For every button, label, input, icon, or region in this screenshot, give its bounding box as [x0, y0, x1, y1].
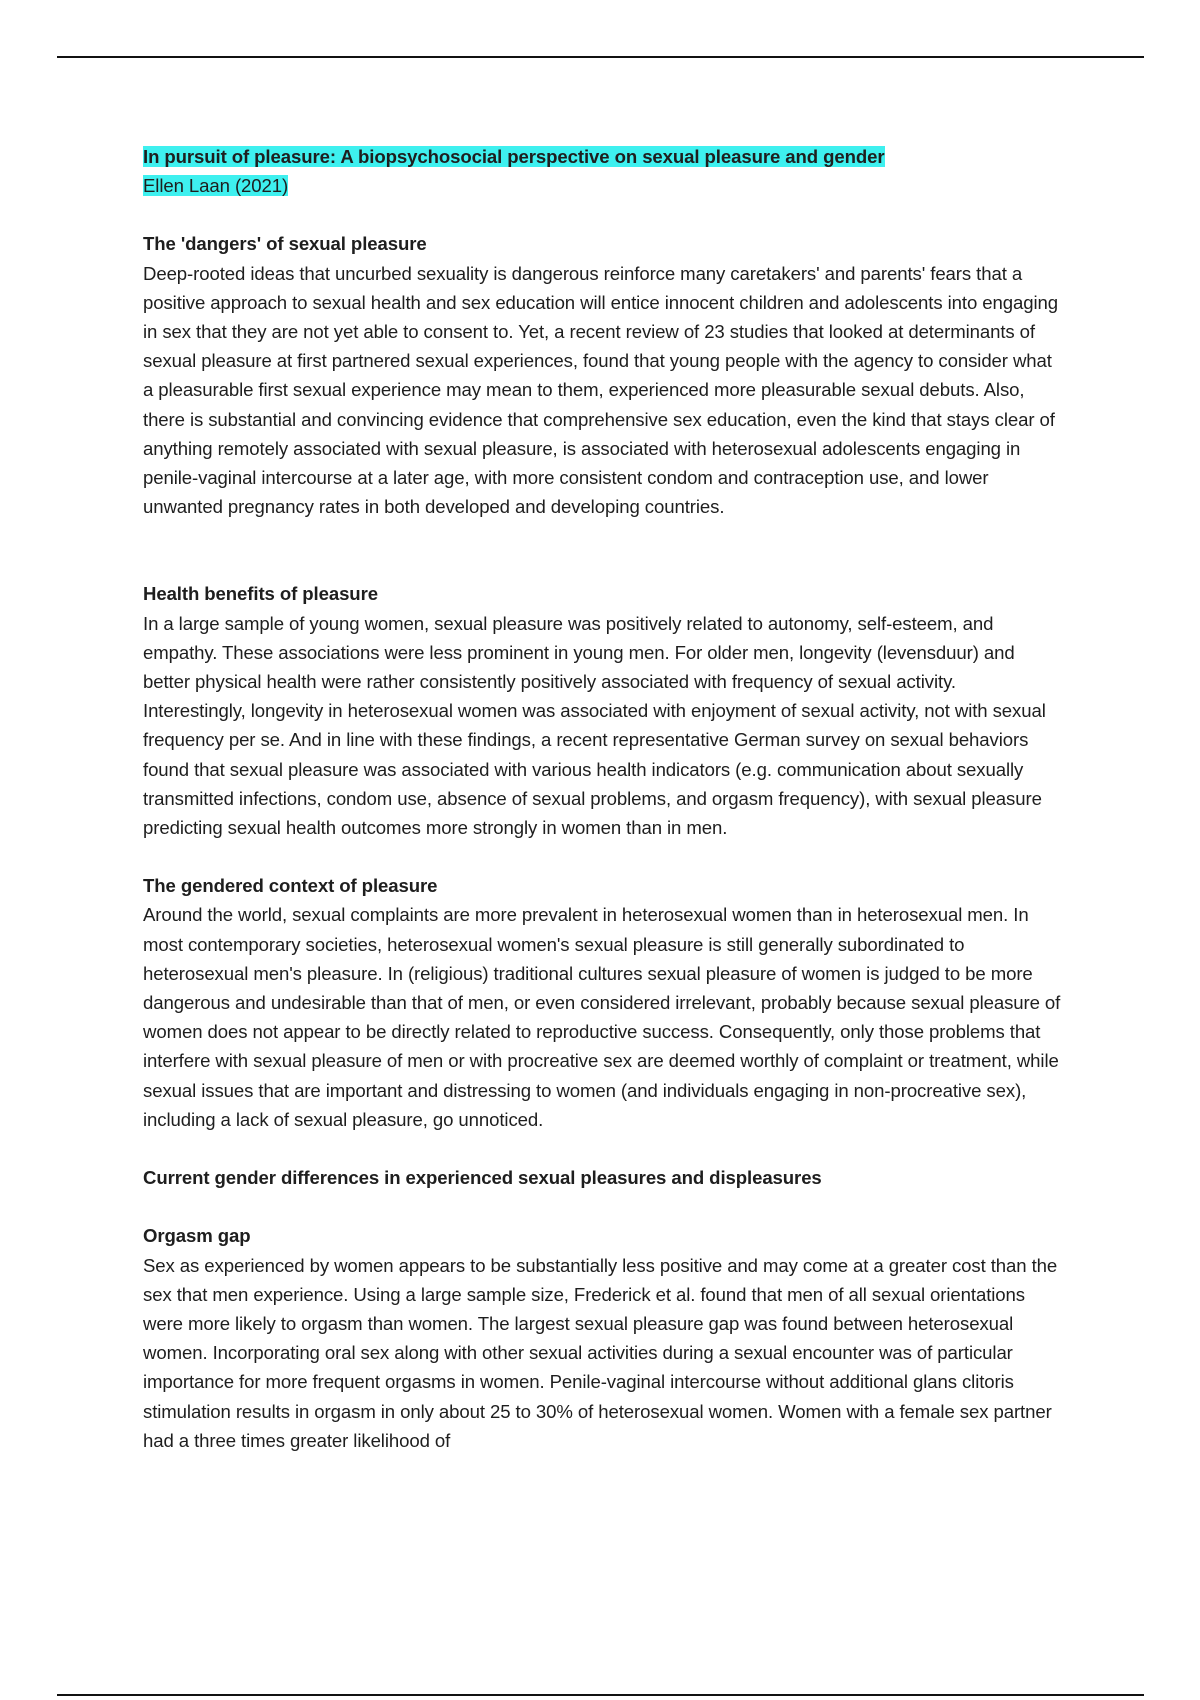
document-title-line: [143, 142, 1063, 171]
section-orgasm-gap: [143, 1221, 1063, 1455]
section-heading: Health benefits of pleasure: [143, 583, 378, 605]
section-heading: The 'dangers' of sexual pleasure: [143, 233, 427, 255]
section-body: Around the world, sexual complaints are more prevalent in heterosexual women than in heterosexual men. In most contemporary societies, heterosexual women's sexual pleasure is still generally subordinated to heterosexual men's pleasure. In (religious) traditional cultures sexual pleasure of women is judged to be more dangerous and undesirable than that of men, or even considered irrelevant, probably because sexual pleasure of women does not appear to be directly related to reproductive success. Consequently, only those problems that interfere with sexual pleasure of men or with procreative sex are deemed worthly of complaint or treatment, while sexual issues that are important and distressing to women (and individuals engaging in non-procreative sex), including a lack of sexual pleasure, go unnoticed.: [143, 904, 1061, 1130]
section-heading: Current gender differences in experienced sexual pleasures and displeasures: [143, 1167, 822, 1189]
section-health-benefits: [143, 579, 1063, 842]
document-body: [143, 142, 1063, 1455]
document-title: In pursuit of pleasure: A biopsychosocial perspective on sexual pleasure and gender: [143, 146, 885, 167]
section-heading: Orgasm gap: [143, 1225, 251, 1247]
section-current-differences: [143, 1163, 1063, 1192]
section-gendered-context: [143, 871, 1063, 1134]
section-heading: The gendered context of pleasure: [143, 875, 438, 897]
section-body: Sex as experienced by women appears to be substantially less positive and may come at a greater cost than the sex that men experience. Using a large sample size, Frederick et al. found that men of all sexual orientations were more likely to orgasm than women. The largest sexual pleasure gap was found between heterosexual women. Incorporating oral sex along with other sexual activities during a sexual encounter was of particular importance for more frequent orgasms in women. Penile-vaginal intercourse without additional glans clitoris stimulation results in orgasm in only about 25 to 30% of heterosexual women. Women with a female sex partner had a three times greater likelihood of: [143, 1254, 1058, 1451]
top-rule: [57, 56, 1144, 58]
section-body: Deep-rooted ideas that uncurbed sexuality is dangerous reinforce many caretakers' and parents' fears that a positive approach to sexual health and sex education will entice innocent children and adolescents into engaging in sex that they are not yet able to consent to. Yet, a recent review of 23 studies that looked at determinants of sexual pleasure at first partnered sexual experiences, found that young people with the agency to consider what a pleasurable first sexual experience may mean to them, experienced more pleasurable sexual debuts. Also, there is substantial and convincing evidence that comprehensive sex education, even the kind that stays clear of anything remotely associated with sexual pleasure, is associated with heterosexual adolescents engaging in penile-vaginal intercourse at a later age, with more consistent condom and contraception use, and lower unwanted pregnancy rates in both developed and developing countries.: [143, 262, 1058, 518]
document-author-line: [143, 171, 1063, 200]
section-dangers: [143, 229, 1063, 521]
document-author: Ellen Laan (2021): [143, 175, 289, 197]
section-body: In a large sample of young women, sexual pleasure was positively related to autonomy, self-esteem, and empathy. These associations were less prominent in young men. For older men, longevity (levensduur) and better physical health were rather consistently positively associated with frequency of sexual activity. Interestingly, longevity in heterosexual women was associated with enjoyment of sexual activity, not with sexual frequency per se. And in line with these findings, a recent representative German survey on sexual behaviors found that sexual pleasure was associated with various health indicators (e.g. communication about sexually transmitted infections, condom use, absence of sexual problems, and orgasm frequency), with sexual pleasure predicting sexual health outcomes more strongly in women than in men.: [143, 612, 1046, 839]
bottom-rule: [57, 1694, 1144, 1696]
